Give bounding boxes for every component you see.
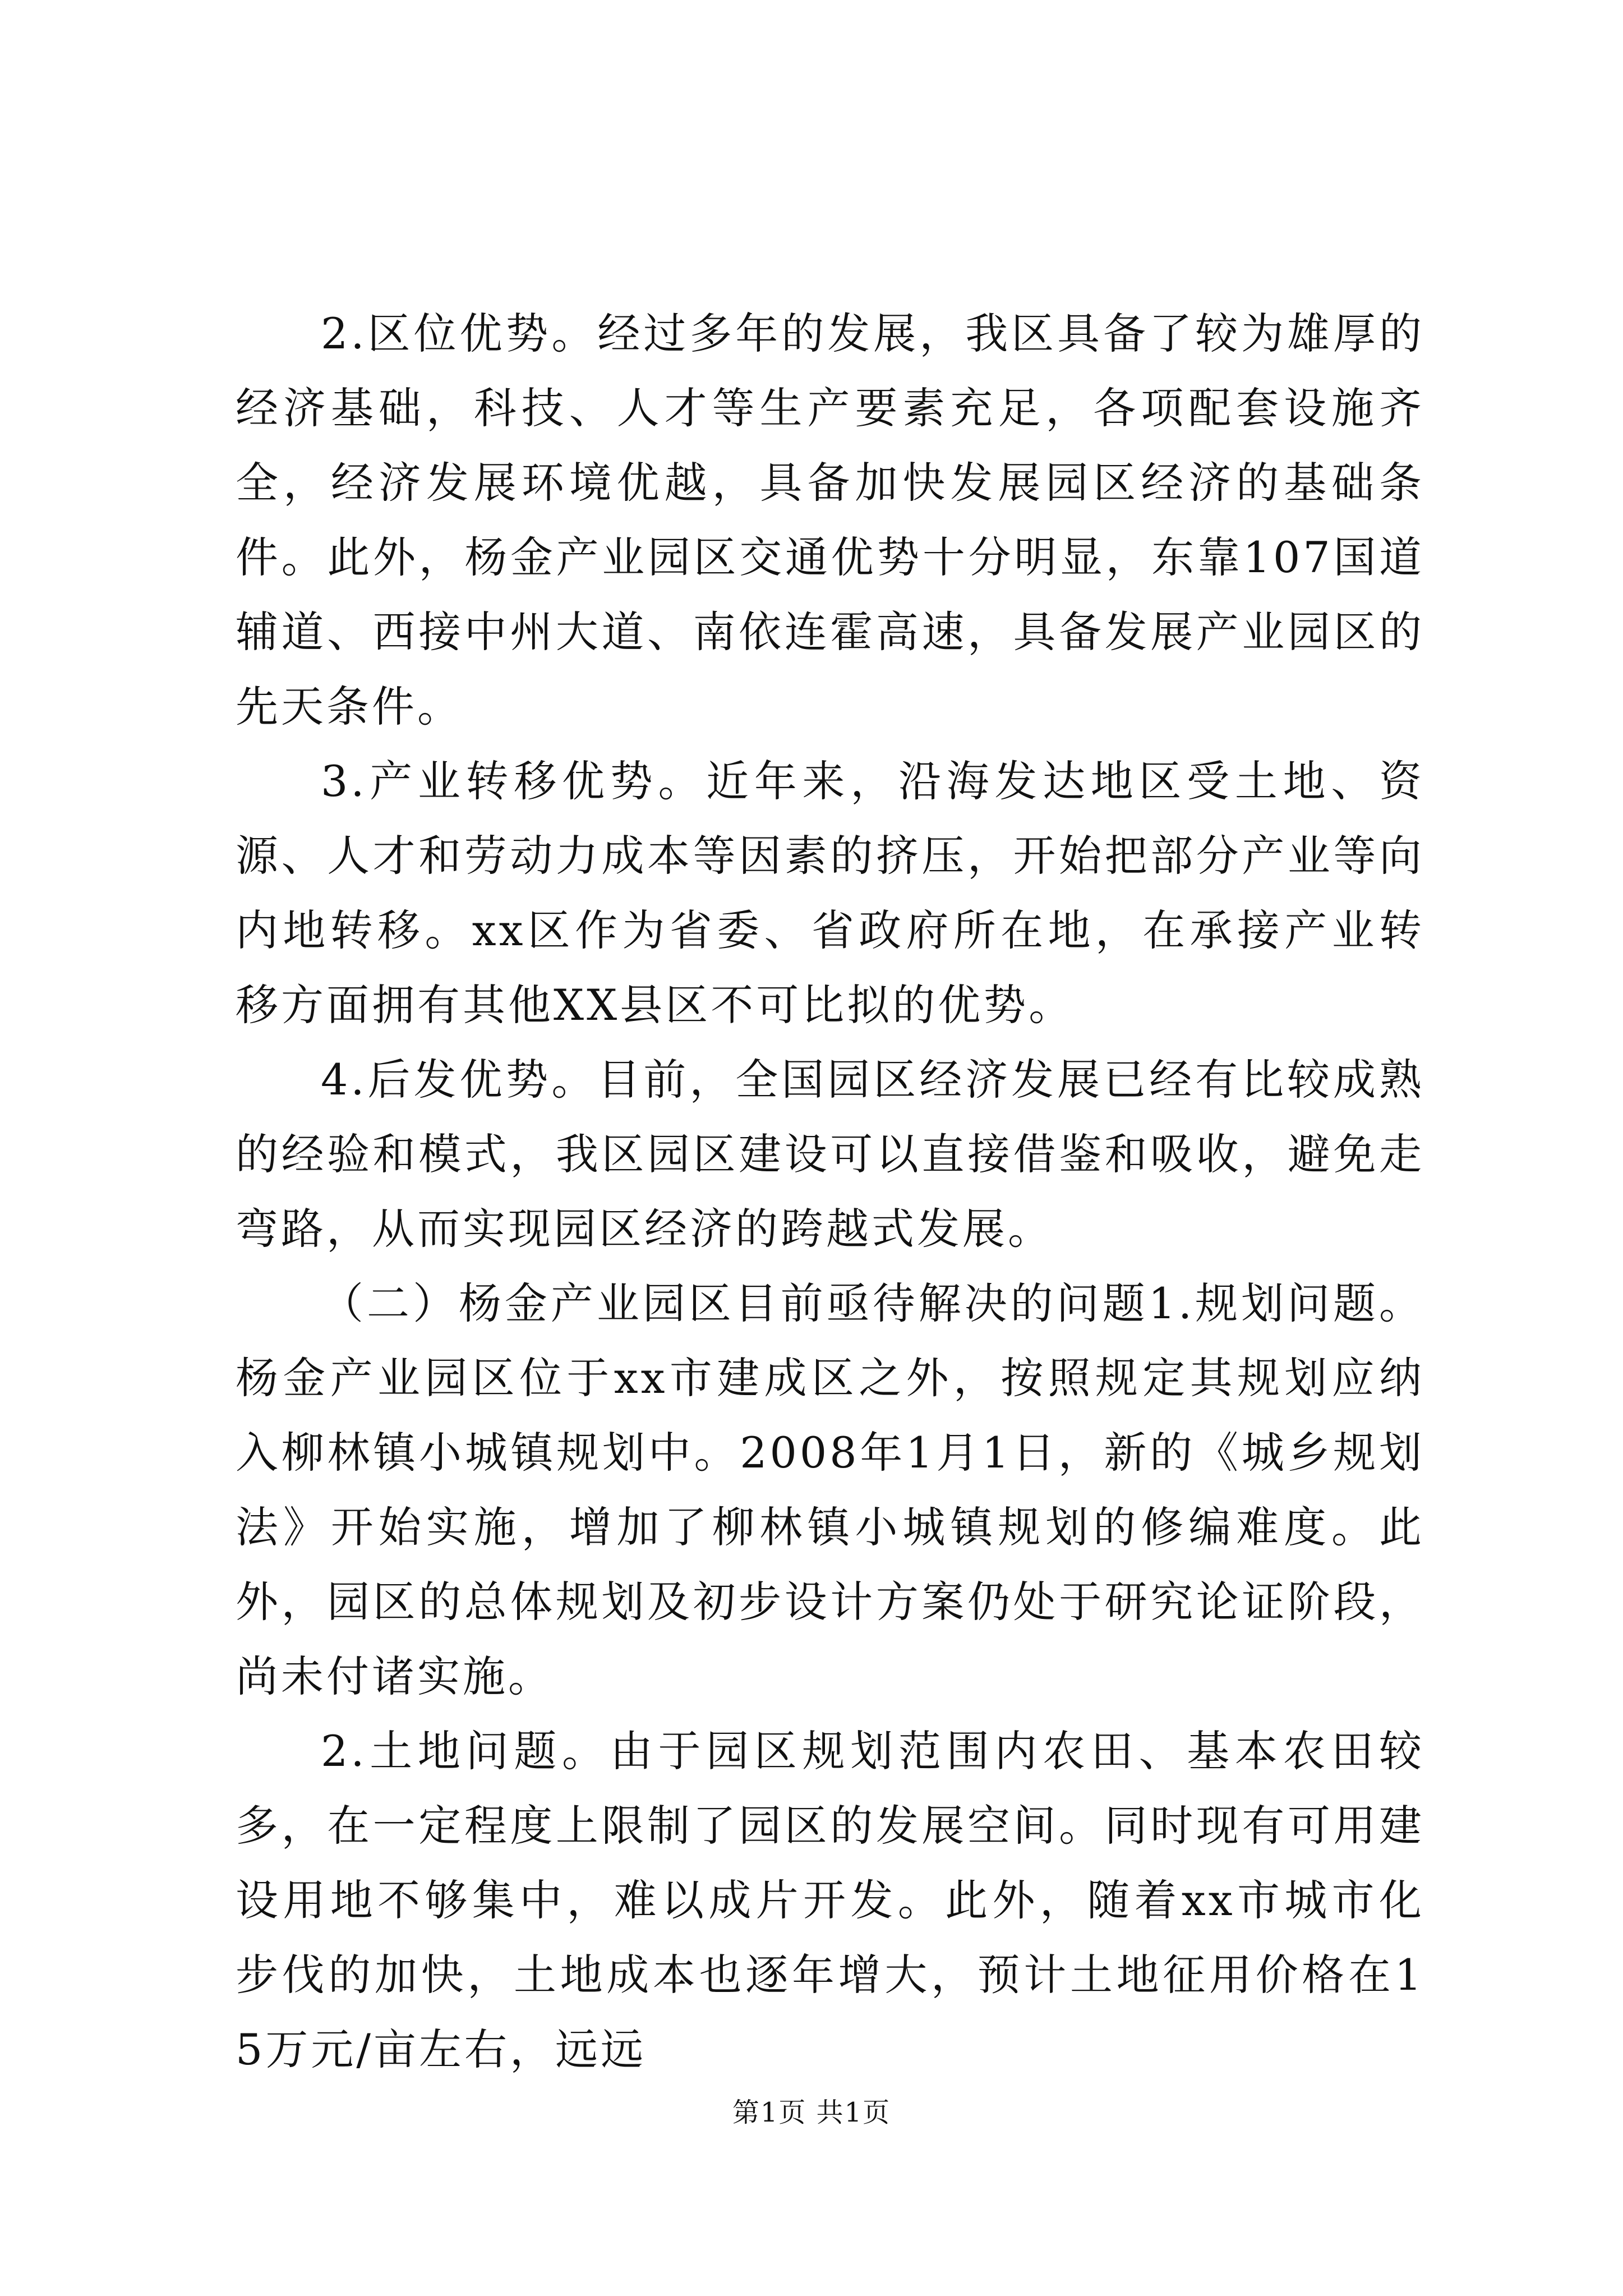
paragraph-industry-transfer-advantage: 3.产业转移优势。近年来，沿海发达地区受土地、资源、人才和劳动力成本等因素的挤压，开始把部分产业等向内地转移。xx区作为省委、省政府所在地，在承接产业转移方面拥有其他XX县区不可比拟的优势。 <box>236 756 1424 1030</box>
paragraph-late-mover-advantage: 4.后发优势。目前，全国园区经济发展已经有比较成熟的经验和模式，我区园区建设可以直接借鉴和吸收，避免走弯路，从而实现园区经济的跨越式发展。 <box>236 1055 1424 1254</box>
document-body <box>236 296 1424 2087</box>
paragraph-land-problem: 2.土地问题。由于园区规划范围内农田、基本农田较多，在一定程度上限制了园区的发展空间。同时现有可用建设用地不够集中，难以成片开发。此外，随着xx市城市化步伐的加快，土地成本也逐年增大，预计土地征用价格在15万元/亩左右，远远 <box>236 1726 1424 2074</box>
paragraph-problems-planning: （二）杨金产业园区目前亟待解决的问题1.规划问题。杨金产业园区位于xx市建成区之外，按照规定其规划应纳入柳林镇小城镇规划中。2008年1月1日，新的《城乡规划法》开始实施，增加了柳林镇小城镇规划的修编难度。此外，园区的总体规划及初步设计方案仍处于研究论证阶段，尚未付诸实施。 <box>236 1278 1424 1701</box>
page-footer: 第1页 共1页 <box>732 2097 891 2128</box>
paragraph-location-advantage: 2.区位优势。经过多年的发展，我区具备了较为雄厚的经济基础，科技、人才等生产要素充足，各项配套设施齐全，经济发展环境优越，具备加快发展园区经济的基础条件。此外，杨金产业园区交通优势十分明显，东靠107国道辅道、西接中州大道、南依连霍高速，具备发展产业园区的先天条件。 <box>236 309 1424 731</box>
